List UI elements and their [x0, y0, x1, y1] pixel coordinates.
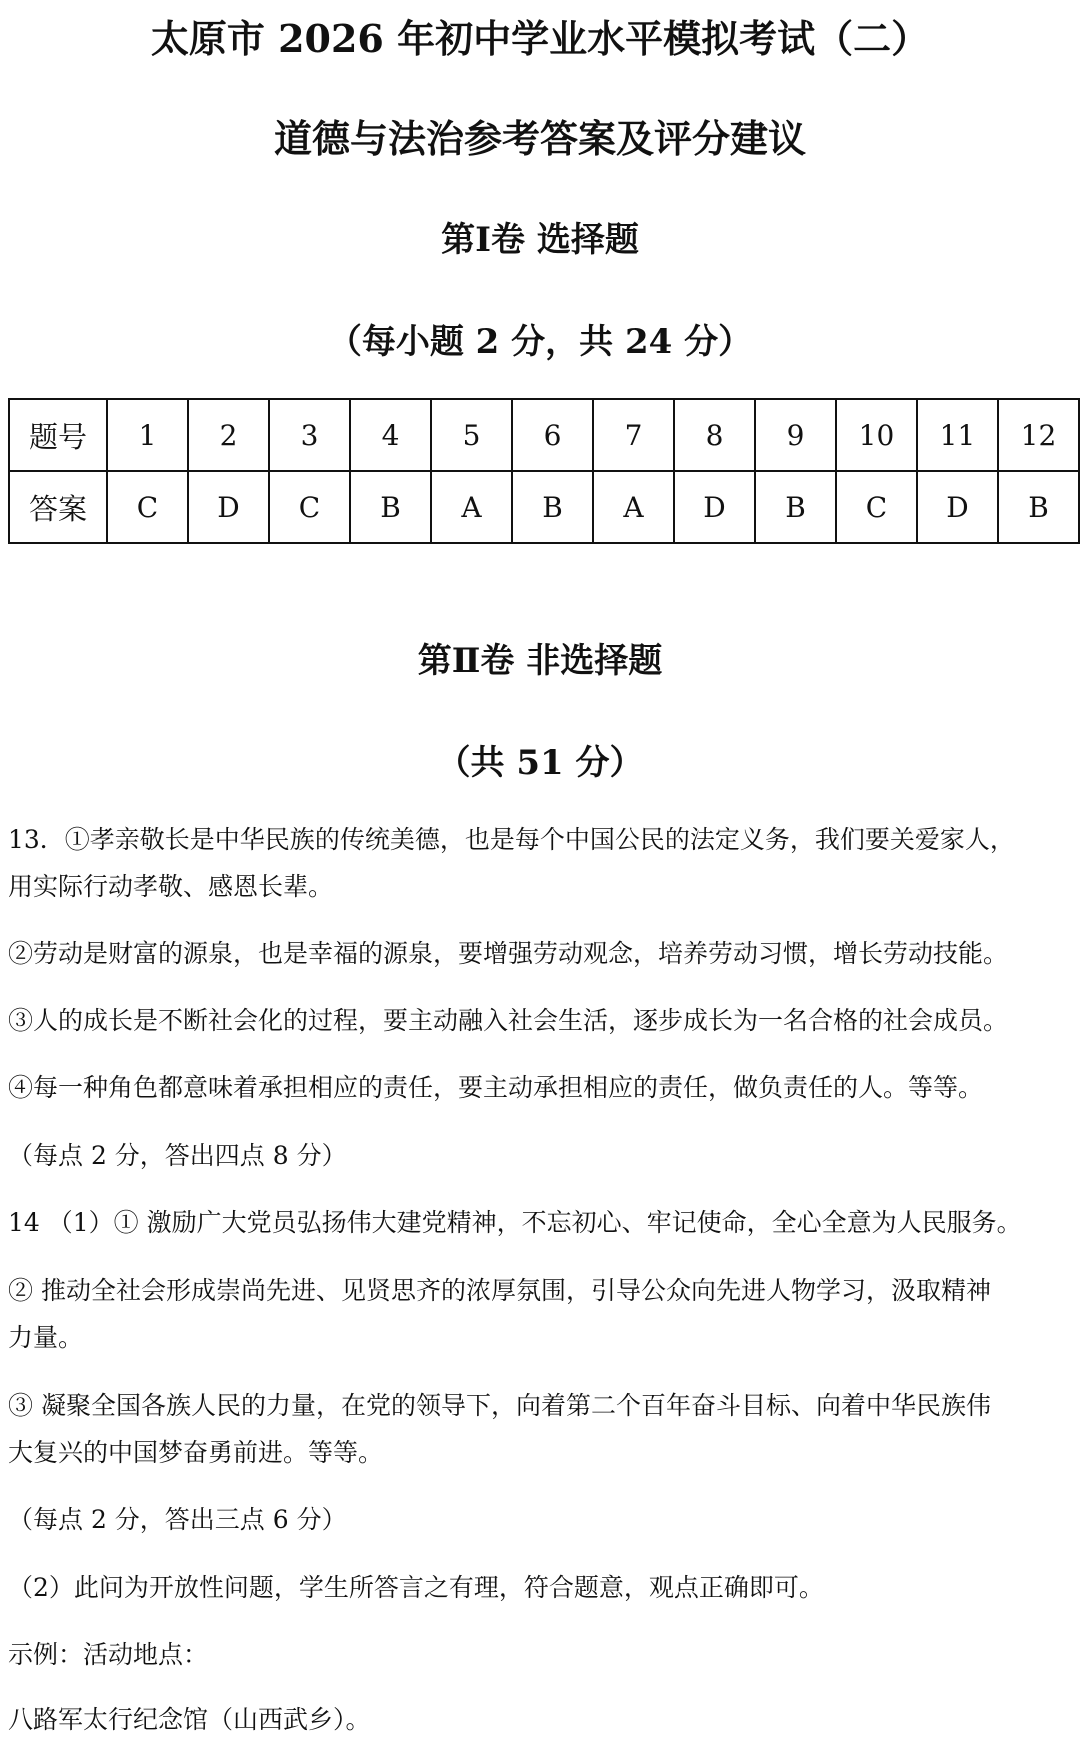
- answer-cell: C: [107, 471, 188, 543]
- answer-13-point-2: ②劳动是财富的源泉，也是幸福的源泉，要增强劳动观念，培养劳动习惯，增长劳动技能。: [8, 939, 1009, 968]
- question-number-cell: 9: [755, 399, 836, 471]
- row-label-question-number: 题号: [9, 399, 107, 471]
- question-number-cell: 10: [836, 399, 917, 471]
- answer-cell: B: [512, 471, 593, 543]
- answer-14-2-intro: （2）此问为开放性问题，学生所答言之有理，符合题意，观点正确即可。: [8, 1573, 824, 1602]
- question-number-cell: 1: [107, 399, 188, 471]
- row-label-answer: 答案: [9, 471, 107, 543]
- answer-cell: B: [755, 471, 836, 543]
- question-number-cell: 5: [431, 399, 512, 471]
- answer-cell: A: [593, 471, 674, 543]
- subject-title: 道德与法治参考答案及评分建议: [273, 116, 806, 161]
- answer-14-1-point-3: ③ 凝聚全国各族人民的力量，在党的领导下，向着第二个百年奋斗目标、向着中华民族伟: [8, 1391, 991, 1420]
- question-number-cell: 11: [917, 399, 998, 471]
- example-location: 八路军太行纪念馆（山西武乡）。: [8, 1705, 371, 1734]
- answer-14-1-point-2: ② 推动全社会形成崇尚先进、见贤思齐的浓厚氛围，引导公众向先进人物学习，汲取精神: [8, 1276, 991, 1305]
- question-number-cell: 6: [512, 399, 593, 471]
- answer-13-scoring: （每点 2 分，答出四点 8 分）: [8, 1141, 347, 1170]
- answer-13-point-1: 13．①孝亲敬长是中华民族的传统美德，也是每个中国公民的法定义务，我们要关爱家人，: [8, 825, 1015, 854]
- answer-14-1-scoring: （每点 2 分，答出三点 6 分）: [8, 1505, 347, 1534]
- answer-table: [8, 398, 1080, 544]
- question-number-cell: 2: [188, 399, 269, 471]
- answer-cell: A: [431, 471, 512, 543]
- part-1-heading: 第Ⅰ卷 选择题: [441, 220, 639, 260]
- answer-13-point-4: ④每一种角色都意味着承担相应的责任，要主动承担相应的责任，做负责任的人。等等。: [8, 1073, 984, 1102]
- answer-cell: C: [836, 471, 917, 543]
- question-number-cell: 12: [998, 399, 1079, 471]
- answer-row: [9, 471, 1079, 543]
- question-number-cell: 7: [593, 399, 674, 471]
- example-location-label: 示例：活动地点：: [8, 1640, 209, 1669]
- answer-13-point-3: ③人的成长是不断社会化的过程，要主动融入社会生活，逐步成长为一名合格的社会成员。: [8, 1006, 1009, 1035]
- exam-title: 太原市 2026 年初中学业水平模拟考试（二）: [150, 16, 930, 61]
- answer-13-point-1-cont: 用实际行动孝敬、感恩长辈。: [8, 872, 334, 901]
- question-number-cell: 4: [350, 399, 431, 471]
- part-2-score-note: （共 51 分）: [436, 743, 644, 783]
- answer-cell: D: [674, 471, 755, 543]
- part-1-score-note: （每小题 2 分，共 24 分）: [327, 322, 753, 362]
- answer-14-1-point-3-cont: 大复兴的中国梦奋勇前进。等等。: [8, 1438, 384, 1467]
- answer-cell: D: [188, 471, 269, 543]
- question-number-cell: 8: [674, 399, 755, 471]
- part-2-heading: 第Ⅱ卷 非选择题: [417, 641, 663, 681]
- answer-cell: C: [269, 471, 350, 543]
- answer-cell: D: [917, 471, 998, 543]
- answer-cell: B: [350, 471, 431, 543]
- answer-14-1-point-1: 14 （1）① 激励广大党员弘扬伟大建党精神，不忘初心、牢记使命，全心全意为人民服务。: [8, 1208, 1022, 1237]
- answer-14-1-point-2-cont: 力量。: [8, 1323, 84, 1352]
- question-number-cell: 3: [269, 399, 350, 471]
- answer-cell: B: [998, 471, 1079, 543]
- question-number-row: [9, 399, 1079, 471]
